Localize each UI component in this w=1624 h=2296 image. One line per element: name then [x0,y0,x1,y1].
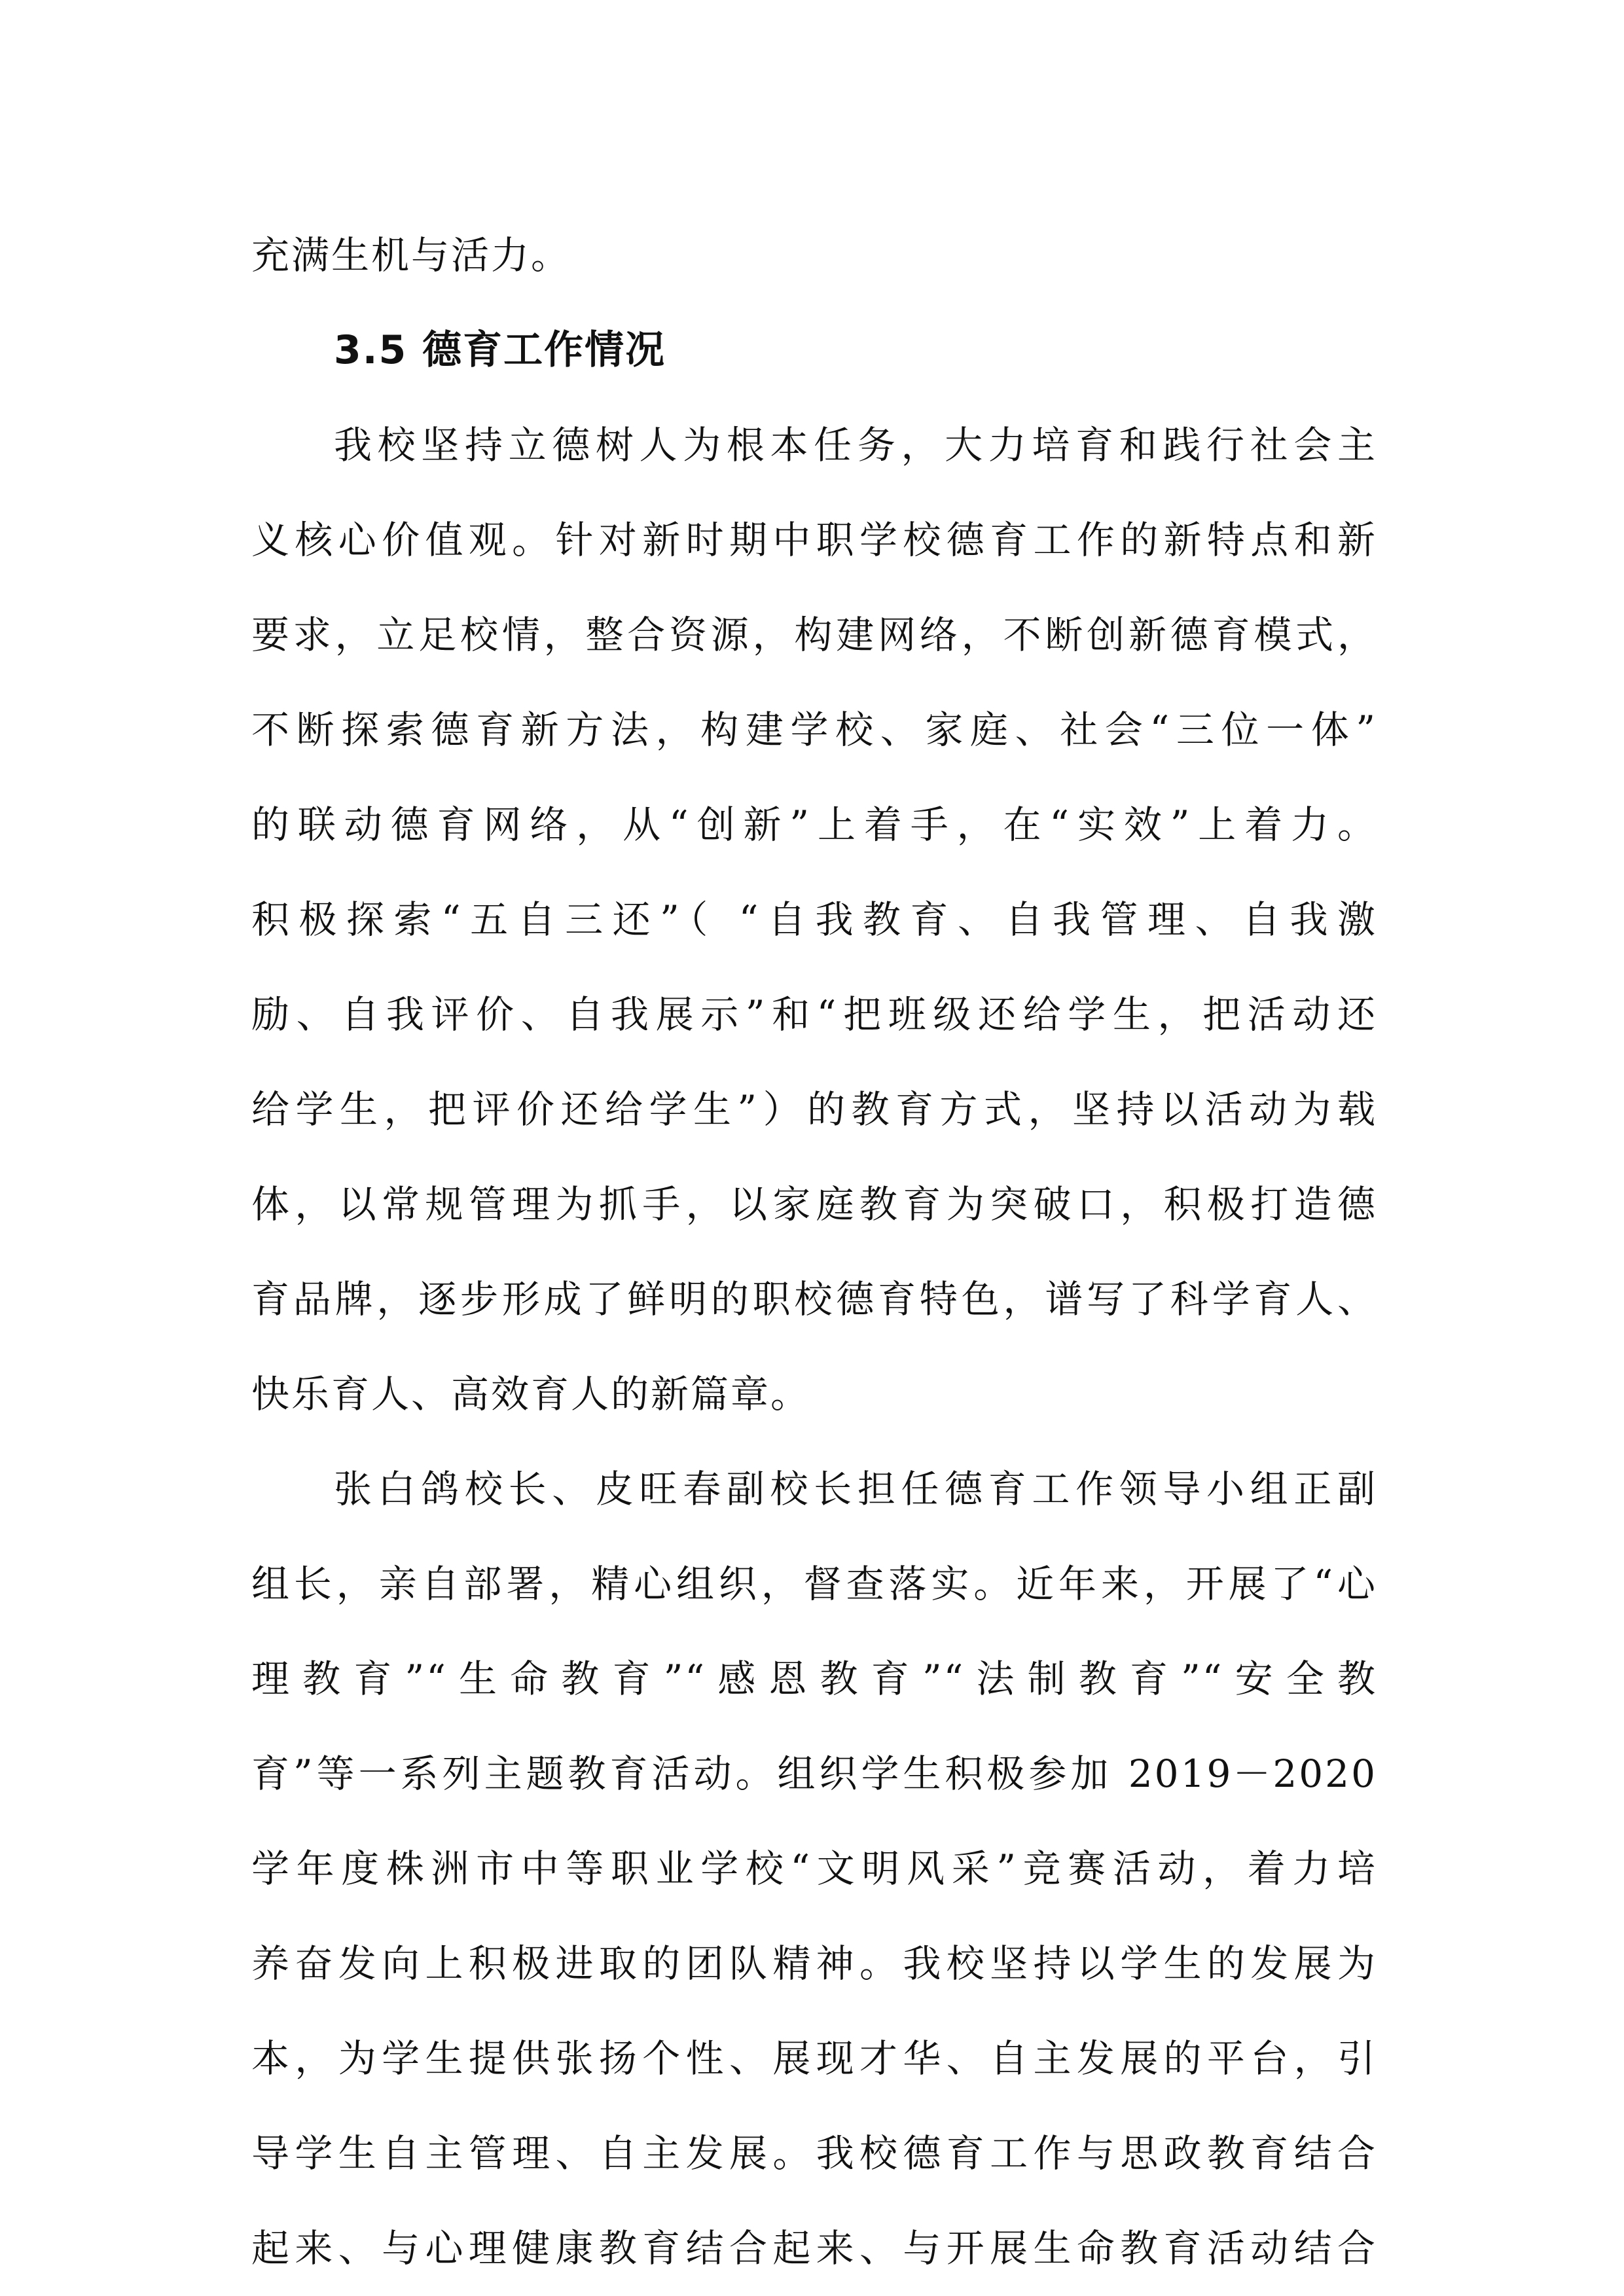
paragraph-line: 养奋发向上积极进取的团队精神。我校坚持以学生的发展为 [251,1941,1377,1986]
paragraph-line: 育品牌，逐步形成了鲜明的职校德育特色，谱写了科学育人、 [251,1277,1377,1321]
paragraph-line: 我校坚持立德树人为根本任务，大力培育和践行社会主 [334,423,1377,467]
paragraph-line: 组长，亲自部署，精心组织，督查落实。近年来，开展了“心 [251,1562,1377,1606]
paragraph-line: 不断探索德育新方法，构建学校、家庭、社会“三位一体” [251,708,1377,752]
paragraph-line: 理教育”“生命教育”“感恩教育”“法制教育”“安全教 [251,1657,1377,1701]
paragraph-line: 要求，立足校情，整合资源，构建网络，不断创新德育模式， [251,613,1377,657]
section-heading: 3.5 德育工作情况 [334,327,666,373]
paragraph-line: 起来、与心理健康教育结合起来、与开展生命教育活动结合 [251,2226,1377,2270]
paragraph-line: 本，为学生提供张扬个性、展现才华、自主发展的平台，引 [251,2036,1377,2081]
paragraph-line: 励、自我评价、自我展示”和“把班级还给学生，把活动还 [251,992,1377,1037]
paragraph-line: 学年度株洲市中等职业学校“文明风采”竞赛活动，着力培 [251,1846,1377,1891]
paragraph-line: 导学生自主管理、自主发展。我校德育工作与思政教育结合 [251,2131,1377,2176]
paragraph-line: 快乐育人、高效育人的新篇章。 [251,1372,811,1416]
paragraph-line: 体，以常规管理为抓手，以家庭教育为突破口，积极打造德 [251,1182,1377,1227]
paragraph-line: 充满生机与活力。 [251,233,571,278]
paragraph-line: 义核心价值观。针对新时期中职学校德育工作的新特点和新 [251,518,1377,562]
paragraph-line: 张白鸽校长、皮旺春副校长担任德育工作领导小组正副 [334,1467,1377,1511]
paragraph-line: 育”等一系列主题教育活动。组织学生积极参加 2019－2020 [251,1751,1377,1796]
document-body [251,208,1377,2296]
paragraph-line: 积极探索“五自三还”（ “自我教育、自我管理、自我激 [251,897,1377,942]
paragraph-line: 的联动德育网络，从“创新”上着手，在“实效”上着力。 [251,802,1377,847]
paragraph-line: 给学生，把评价还给学生”）的教育方式，坚持以活动为载 [251,1087,1377,1132]
